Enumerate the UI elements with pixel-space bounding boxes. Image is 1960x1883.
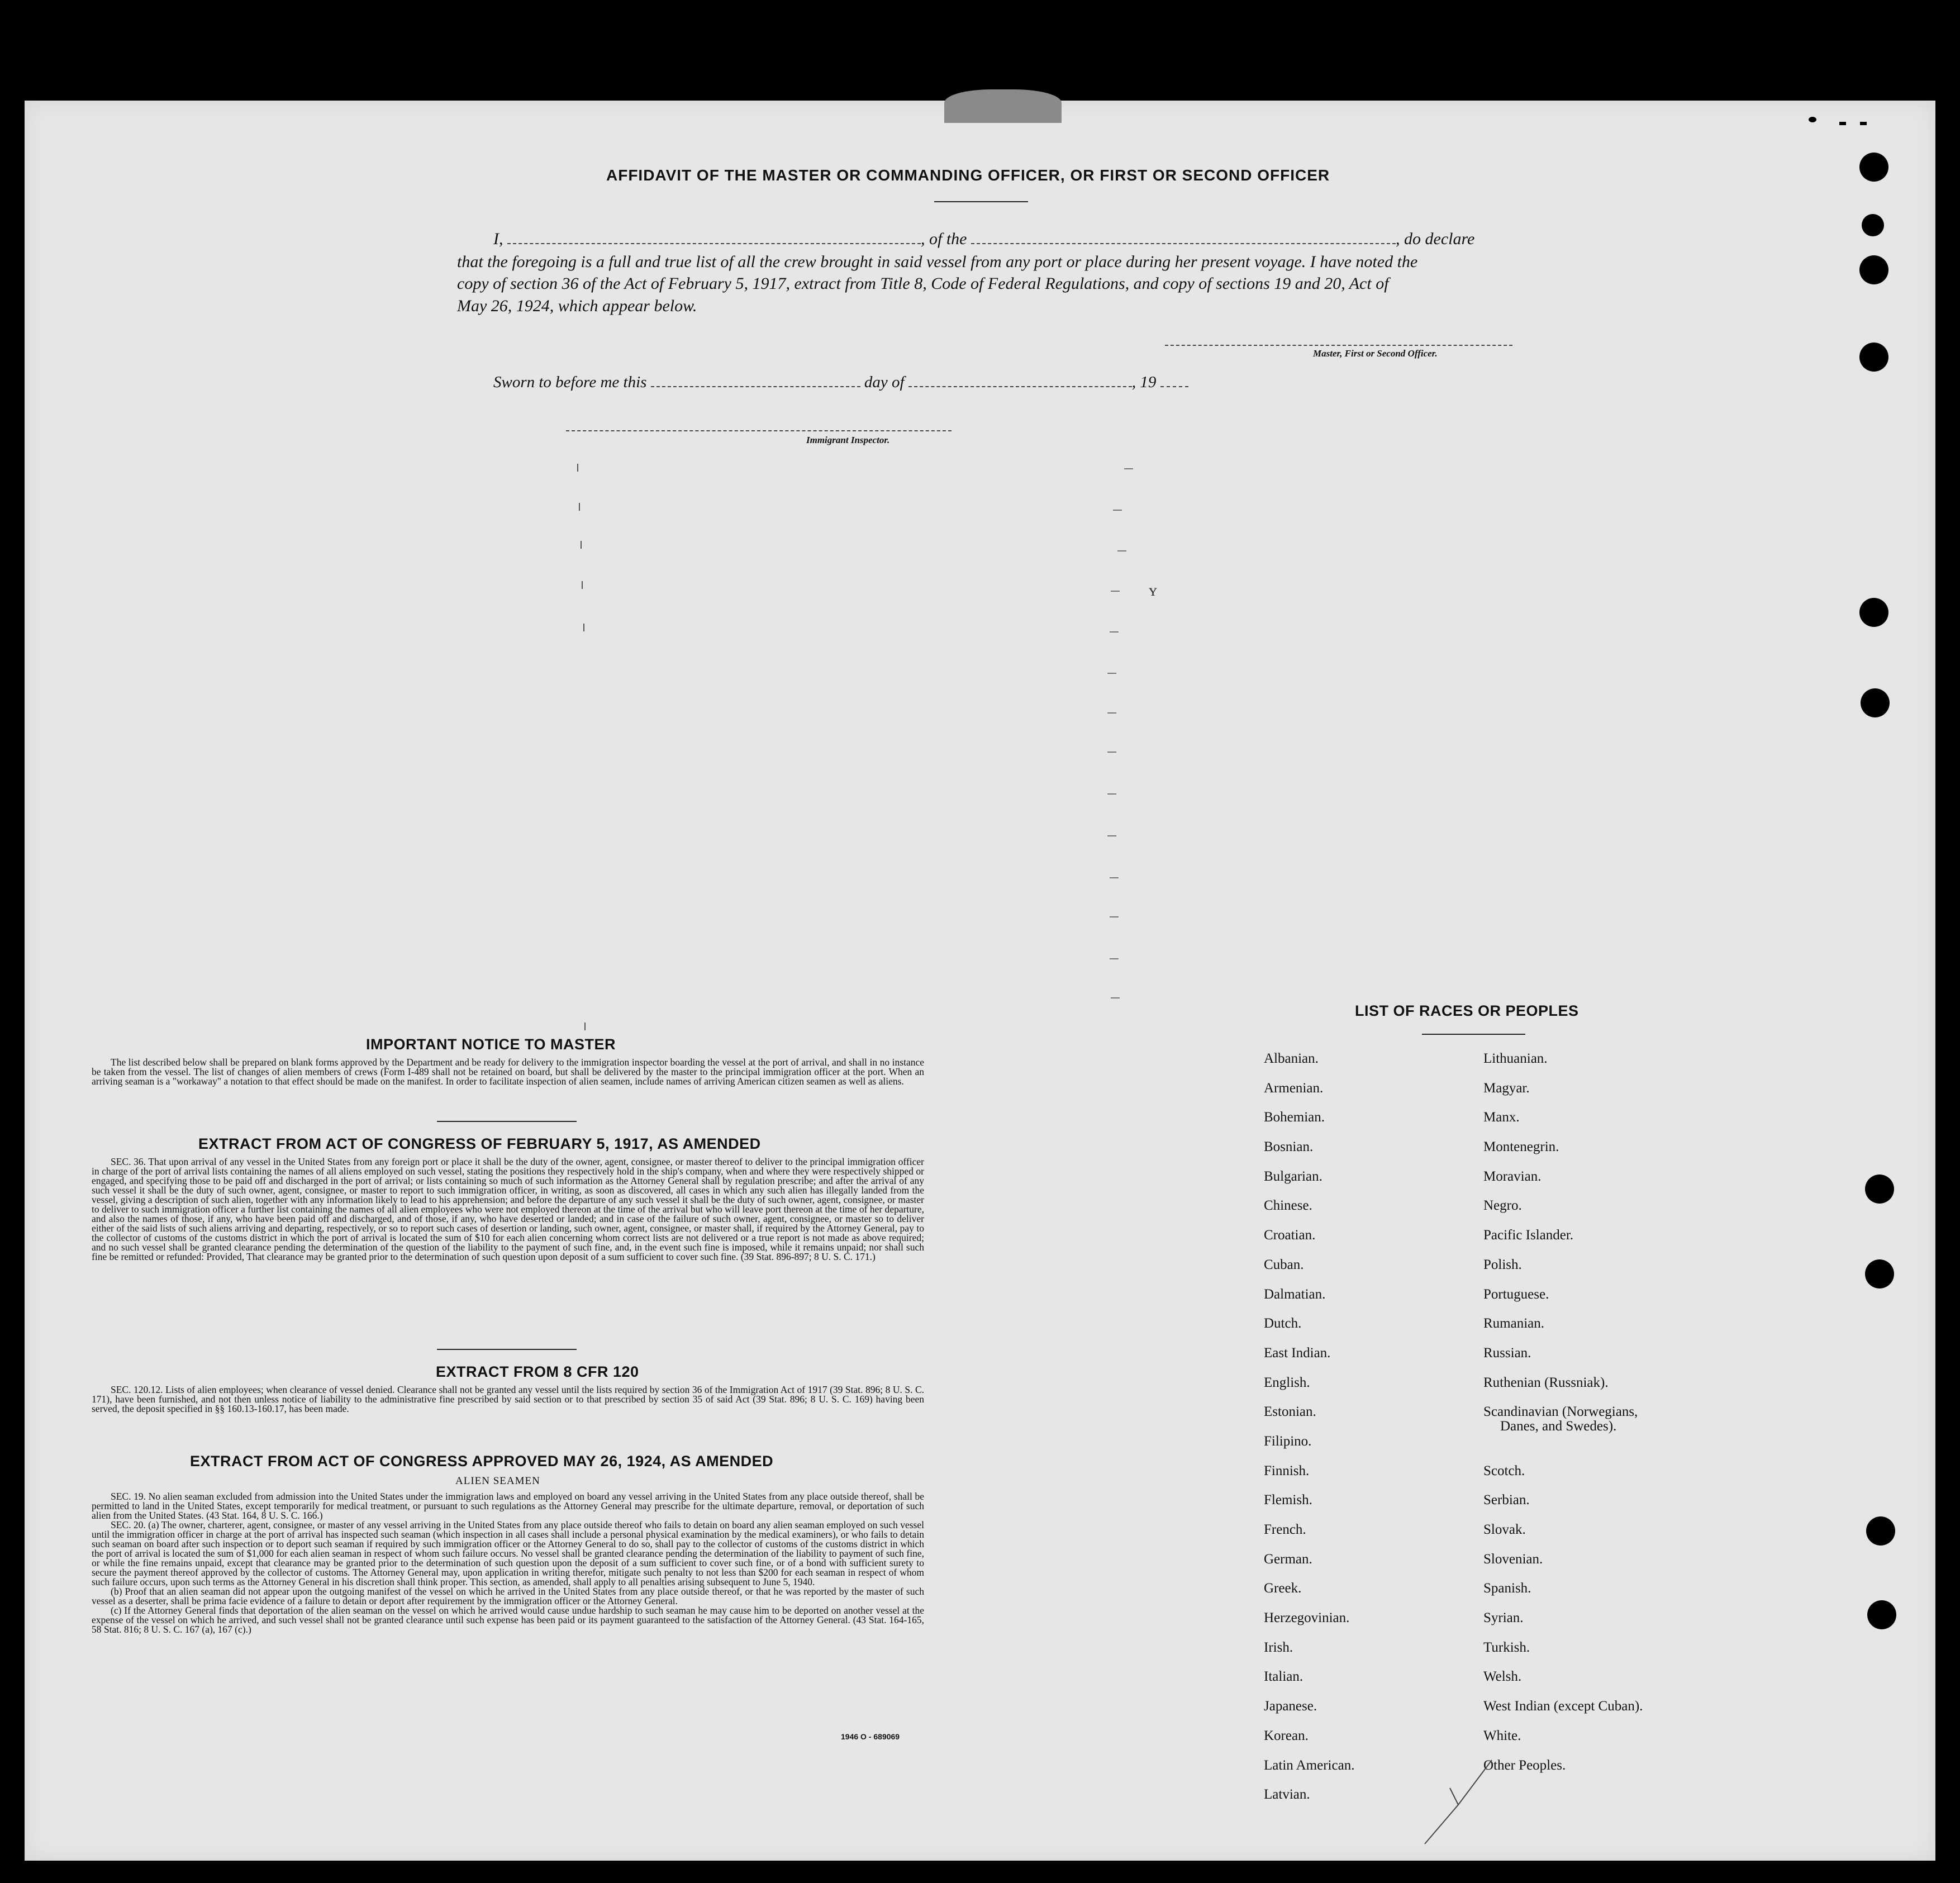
race-item: Croatian. [1264,1228,1316,1243]
sworn-year-blank[interactable] [1160,386,1188,387]
sec-19-body: SEC. 19. No alien seaman excluded from admission into the United States under the immigration laws and employed on board any vessel arriving in the United States from any place outside thereof, shall be permitted to land in the United States, except temporarily for medical treatment, or pursuant to such regulations as the Attorney General may prescribe for the ultimate departure, removal, or deportation of such alien from the United States. (43 Stat. 164, 8 U. S. C. 166.) [92,1491,924,1521]
section-rule [437,1121,577,1122]
sec-20a-body: SEC. 20. (a) The owner, charterer, agent, consignee, or master of any vessel arriving in the United States from any place outside thereof who fails to detain on board any alien seaman employed on such vessel until the immigration officer in charge at the port of arrival has inspected such seaman (which inspection in all cases shall include a personal physical examination by the medical examiners), or who fails to detain such seaman on board after such inspection or to deport such seaman if required by such immigration officer or the Attorney General to do so, shall pay to the collector of customs of the customs district in which the port of arrival is located the sum of $1,000 for each alien seaman in respect of whom such failure occurs. No vessel shall be granted clearance pending the determination of the liability to payment of such fine, or while the fine remains unpaid, except that clearance may be granted prior to the determination of such question upon the deposit of a sum sufficient to cover such fine, or of a bond with sufficient surety to secure the payment thereof approved by the collector of customs. The Attorney General may, upon application in writing therefor, mitigate such penalty to not less than $200 for each seaman in respect of whom such failure occurs, upon such terms as the Attorney General in his discretion shall think proper. This section, as amended, shall apply to all penalties arising subsequent to June 5, 1940. [92,1519,924,1587]
extract-1917-text [92,1157,924,1262]
notice-body: The list described below shall be prepared on blank forms approved by the Department and be ready for delivery to the immigration inspector boarding the vessel at the port of arrival, and shall in no instance be taken from the vessel. The list of changes of alien members of crews (Form I-489 shall not be retained on board, but shall be delivered by the master to the principal immigration officer at the port. When an arriving seaman is a "workaway" a notation to that effect should be made on the manifest. In order to facilitate inspection of alien seamen, include names of arriving American citizen seamen as well as aliens. [92,1057,924,1087]
race-item: Latvian. [1264,1787,1310,1803]
faint-dash [1113,510,1122,511]
ink-speck [1860,122,1867,125]
declaration-of-the: , of the [921,230,967,248]
race-item: Latin American. [1264,1757,1355,1773]
sworn-year-prefix: , 19 [1131,373,1157,391]
sworn-line [493,373,1188,392]
race-item: Irish. [1264,1639,1293,1655]
faint-mark [581,541,582,549]
race-item: Pacific Islander. [1483,1228,1574,1243]
inspector-caption: Immigrant Inspector. [806,435,890,445]
race-item: Manx. [1483,1110,1520,1125]
race-item: Rumanian. [1483,1316,1545,1332]
race-item: Portuguese. [1483,1286,1549,1302]
race-item: Syrian. [1483,1610,1524,1626]
race-item: Bosnian. [1264,1139,1314,1155]
race-item: Turkish. [1483,1639,1530,1655]
race-item: Scandinavian (Norwegians, [1483,1404,1638,1420]
punch-hole [1859,255,1888,284]
faint-dash [1110,877,1119,878]
punch-hole [1862,214,1884,236]
race-item: Montenegrin. [1483,1139,1559,1155]
sec-20b [92,1587,924,1606]
sworn-month-blank[interactable] [908,386,1132,387]
faint-dash [1107,712,1116,714]
notice-text [92,1058,924,1086]
faint-dash [1107,752,1116,753]
faint-dash [1107,835,1116,836]
race-item: Italian. [1264,1669,1304,1685]
race-item: Welsh. [1483,1669,1522,1685]
declaration-i: I, [493,230,503,248]
pencil-stroke [1419,1738,1497,1849]
sworn-day-blank[interactable] [651,386,860,387]
race-item: Lithuanian. [1483,1051,1548,1066]
affidavit-title: AFFIDAVIT OF THE MASTER OR COMMANDING OFFICER, OR FIRST OR SECOND OFFICER [606,167,1330,184]
race-item: Dalmatian. [1264,1286,1326,1302]
race-item: Flemish. [1264,1492,1312,1508]
punch-hole [1865,1175,1894,1204]
declaration-line-1 [493,228,1474,250]
punch-hole [1865,1259,1894,1288]
declaration-do-declare: , do declare [1396,230,1475,248]
race-item: East Indian. [1264,1345,1331,1361]
vessel-blank[interactable] [971,243,1396,244]
faint-dash [1110,631,1119,633]
race-item: Moravian. [1483,1168,1542,1184]
sec-20a [92,1520,924,1587]
name-blank[interactable] [507,243,921,244]
faint-mark [579,503,580,511]
faint-dash [1107,793,1116,795]
race-item: Other Peoples. [1483,1757,1566,1773]
punch-hole [1866,1516,1895,1546]
master-caption: Master, First or Second Officer. [1313,348,1438,359]
race-item: Herzegovinian. [1264,1610,1350,1626]
race-item: Negro. [1483,1198,1522,1214]
race-item-continued: Danes, and Swedes). [1500,1419,1617,1434]
race-item: Albanian. [1264,1051,1319,1066]
race-item: Scotch. [1483,1463,1525,1478]
faint-dash [1110,958,1119,959]
faint-dash [1117,550,1126,551]
stray-mark: ʏ [1149,581,1157,600]
sec-20c [92,1606,924,1634]
inspector-signature-line[interactable] [566,430,952,431]
races-right-column [1483,1052,1643,1787]
title-rule [934,201,1028,202]
races-title: LIST OF RACES OR PEOPLES [1355,1002,1579,1019]
punch-hole [1867,1600,1896,1629]
extract-8cfr-body: SEC. 120.12. Lists of alien employees; when clearance of vessel denied. Clearance shall not be granted any vessel until the lists required by section 36 of the Immigration Act of 1917 (39 Stat. 896; 8 U. S. C. 171), have been furnished, and not then unless notice of liability to the administrative fine prescribed by said section or to that prescribed by section 35 of said Act (39 Stat. 896; 8 U. S. C. 169) having been served, the deposit specified in §§ 160.13-160.17, has been made. [92,1384,924,1414]
race-item: West Indian (except Cuban). [1483,1699,1643,1714]
race-item: Bohemian. [1264,1110,1325,1125]
faint-dash [1110,916,1119,917]
race-item: Cuban. [1264,1257,1304,1272]
faint-dash [1111,997,1120,998]
race-item: Serbian. [1483,1492,1530,1508]
extract-8cfr-heading: EXTRACT FROM 8 CFR 120 [436,1363,639,1380]
race-item: French. [1264,1522,1306,1537]
race-item: German. [1264,1551,1312,1567]
race-item: Korean. [1264,1728,1309,1743]
extract-1924-text [92,1492,924,1634]
extract-8cfr-text [92,1385,924,1414]
race-item: Chinese. [1264,1198,1312,1214]
faint-mark [583,624,584,631]
punch-hole [1861,688,1890,717]
faint-mark [584,1023,586,1030]
races-left-column [1264,1052,1354,1817]
sec-19 [92,1492,924,1520]
race-item: Ruthenian (Russniak). [1483,1375,1609,1390]
race-item: Finnish. [1264,1463,1310,1478]
race-item: Estonian. [1264,1404,1316,1420]
sworn-day-of: day of [864,373,905,391]
race-item: Bulgarian. [1264,1168,1322,1184]
extract-1917-body: SEC. 36. That upon arrival of any vessel in the United States from any foreign port or place it shall be the duty of the owner, agent, consignee, or master thereof to deliver to the principal immigration officer in charge of the port of arrival lists containing the names of all aliens employed on such vessel, stating the positions they respectively hold in the ship's company, when and where they were respectively shipped or engaged, and specifying those to be paid off and discharged in the port of arrival; or lists containing so much of such information as the Attorney General shall by regulation prescribe; and after the arrival of any such vessel it shall be the duty of such owner, agent, consignee, or master to report to such immigration officer, in writing, as soon as discovered, all cases in which any such alien has illegally landed from the vessel, giving a description of such alien, together with any information likely to lead to his apprehension; and before the departure of any such vessel it shall be the duty of such owner, agent, consignee, or master to deliver to such immigration officer a further list containing the names of all alien employees who were not employed thereon at the time of the arrival but who will leave port thereon at the time of her departure, and also the names of those, if any, who have been paid off and discharged, and of those, if any, who have deserted or landed; and in case of the failure of such owner, agent, consignee, or master so to deliver either of the said lists of such aliens arriving and departing, respectively, or so to report such cases of desertion or landing, such owner, agent, consignee, or master shall, if required by the Attorney General, pay to the collector of customs of the customs district in which the port of arrival is located the sum of $10 for each alien concerning whom correct lists are not delivered or a true report is not made as above required; and no such vessel shall be granted clearance pending the determination of the question of the liability to the payment of such fine, and, in the event such fine is imposed, while it remains unpaid; nor shall such fine be remitted or refunded: Provided, That clearance may be granted prior to the determination of such question upon deposit of a sum sufficient to cover such fine. (39 Stat. 896-897; 8 U. S. C. 171.) [92,1156,924,1262]
race-item: Armenian. [1264,1080,1324,1096]
punch-hole [1859,598,1888,627]
race-item: Filipino. [1264,1433,1312,1449]
declaration-line-2: that the foregoing is a full and true list of all the crew brought in said vessel from any port or place during her present voyage. I have noted the [457,253,1418,271]
master-signature-line[interactable] [1165,345,1512,346]
faint-mark [577,464,578,472]
faint-dash [1111,591,1120,592]
race-item: Slovenian. [1483,1551,1543,1567]
faint-dash [1107,673,1116,674]
race-item: White. [1483,1728,1521,1743]
race-item: English. [1264,1375,1310,1390]
punch-hole [1859,343,1888,372]
faint-mark [582,581,583,589]
ink-speck [1809,117,1816,122]
punch-hole [1859,153,1888,182]
race-item: Dutch. [1264,1316,1302,1332]
sec-20b-body: (b) Proof that an alien seaman did not appear upon the outgoing manifest of the vessel on which he arrived in the United States from any place outside thereof, or that he was reported by the master of such vessel as a deserter, shall be prima facie evidence of a failure to detain or deport after requirement by the immigration officer or the Attorney General. [92,1586,924,1606]
declaration-line-3: copy of section 36 of the Act of February 5, 1917, extract from Title 8, Code of Federal Regulations, and copy of sections 19 and 20, Act of [457,274,1389,293]
extract-1924-heading: EXTRACT FROM ACT OF CONGRESS APPROVED MAY 26, 1924, AS AMENDED [190,1453,774,1470]
extract-1917-heading: EXTRACT FROM ACT OF CONGRESS OF FEBRUARY 5, 1917, AS AMENDED [198,1135,761,1152]
races-title-rule [1422,1034,1525,1035]
torn-fold [944,89,1062,123]
race-item: Japanese. [1264,1699,1317,1714]
section-rule [437,1349,577,1350]
race-item: Slovak. [1483,1522,1526,1538]
race-item: Polish. [1483,1257,1522,1272]
sec-20c-body: (c) If the Attorney General finds that deportation of the alien seaman on the vessel on which he arrived would cause undue hardship to such seaman he may cause him to be deported on another vessel at the expense of the vessel on which he arrived, and such vessel shall not be granted clearance until such expense has been paid or its payment guaranteed to the satisfaction of the Attorney General. (43 Stat. 164-165, 58 Stat. 816; 8 U. S. C. 167 (a), 167 (c).) [92,1605,924,1635]
race-item: Greek. [1264,1581,1302,1596]
notice-heading: IMPORTANT NOTICE TO MASTER [366,1036,616,1053]
print-code: 1946 O - 689069 [841,1732,900,1741]
sworn-text: Sworn to before me this [493,373,647,391]
declaration-line-4: May 26, 1924, which appear below. [457,297,697,315]
race-item: Magyar. [1483,1080,1530,1096]
ink-speck [1839,122,1846,125]
race-item: Russian. [1483,1345,1531,1361]
faint-dash [1124,468,1133,469]
alien-seamen-subheading: ALIEN SEAMEN [455,1475,540,1487]
race-item: Spanish. [1483,1581,1531,1596]
